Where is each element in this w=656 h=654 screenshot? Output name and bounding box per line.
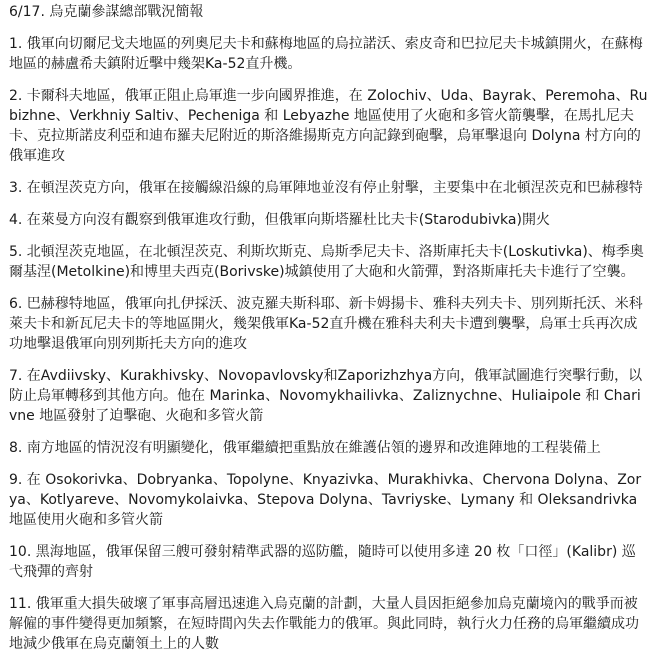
report-item-2: 2. 卡爾科夫地區，俄軍正阻止烏軍進一步向國界推進，在 Zolochiv、Uda、Bayrak、Peremoha、Rubizhne、Verkhniy Saltiv、Pecheniga 和 Lebyazhe 地區使用了火砲和多管火箭襲擊，在馬扎尼夫卡、克拉斯諾皮利亞和迪布羅夫尼附近的斯洛維揚斯克方向記錄到砲擊，烏軍擊退向 Dolyna 村方向的俄軍進攻 <box>9 88 648 164</box>
report-item-5: 5. 北頓涅茨克地區，在北頓涅茨克、利斯坎斯克、烏斯季尼夫卡、洛斯庫托夫卡(Loskutivka)、梅季奧爾基涅(Metolkine)和博里夫西克(Borivske)城鎮使用了大砲和火箭彈，對洛斯庫托夫卡進行了空襲。 <box>9 244 644 280</box>
report-item-10: 10. 黑海地區，俄軍保留三艘可發射精準武器的巡防艦，隨時可以使用多達 20 枚「口徑」(Kalibr) 巡弋飛彈的齊射 <box>9 544 636 580</box>
report-item-7: 7. 在Avdiivsky、Kurakhivsky、Novopavlovsky和Zaporizhzhya方向，俄軍試圖進行突擊行動，以防止烏軍轉移到其他方向。他在 Marinka、Novomykhailivka、Zaliznychne、Huliaipole 和 Charivne 地區發射了迫擊砲、火砲和多管火箭 <box>9 368 643 424</box>
report-item-4: 4. 在萊曼方向沒有觀察到俄軍進攻行動，但俄軍向斯塔羅杜比夫卡(Starodubivka)開火 <box>9 212 550 228</box>
report-item-6: 6. 巴赫穆特地區，俄軍向扎伊採沃、波克羅夫斯科耶、新卡姆揚卡、雅科夫列夫卡、別列斯托沃、米科萊夫卡和新瓦尼夫卡的等地區開火，幾架俄軍Ka-52直升機在雅科夫利夫卡遭到襲擊，烏軍士兵再次成功地擊退俄軍向別列斯托夫方向的進攻 <box>9 296 643 352</box>
report-item-1: 1. 俄軍向切爾尼戈夫地區的列奧尼夫卡和蘇梅地區的烏拉諾沃、索皮奇和巴拉尼夫卡城鎮開火，在蘇梅地區的赫盧希夫鎮附近擊中幾架Ka-52直升機。 <box>9 36 643 72</box>
report-item-9: 9. 在 Osokorivka、Dobryanka、Topolyne、Knyazivka、Murakhivka、Chervona Dolyna、Zorya、Kotlyareve、Novomykolaivka、Stepova Dolyna、Tavriyske、Lymany 和 Oleksandrivka 地區使用火砲和多管火箭 <box>9 472 642 528</box>
report-item-8: 8. 南方地區的情況沒有明顯變化，俄軍繼續把重點放在維護佔領的邊界和改進陣地的工程裝備上 <box>9 440 601 456</box>
report-title: 6/17. 烏克蘭參謀總部戰況簡報 <box>9 4 204 20</box>
report-item-11: 11. 俄軍重大損失破壞了軍事高層迅速進入烏克蘭的計劃，大量人員因拒絕參加烏克蘭境內的戰爭而被解僱的事件變得更加頻繁，在短時間內失去作戰能力的俄軍。與此同時，執行火力任務的烏軍繼續成功地減少俄軍在烏克蘭領土上的人數 <box>9 596 639 652</box>
report-item-3: 3. 在頓涅茨克方向，俄軍在接觸線沿線的烏軍陣地並沒有停止射擊，主要集中在北頓涅茨克和巴赫穆特 <box>9 180 643 196</box>
